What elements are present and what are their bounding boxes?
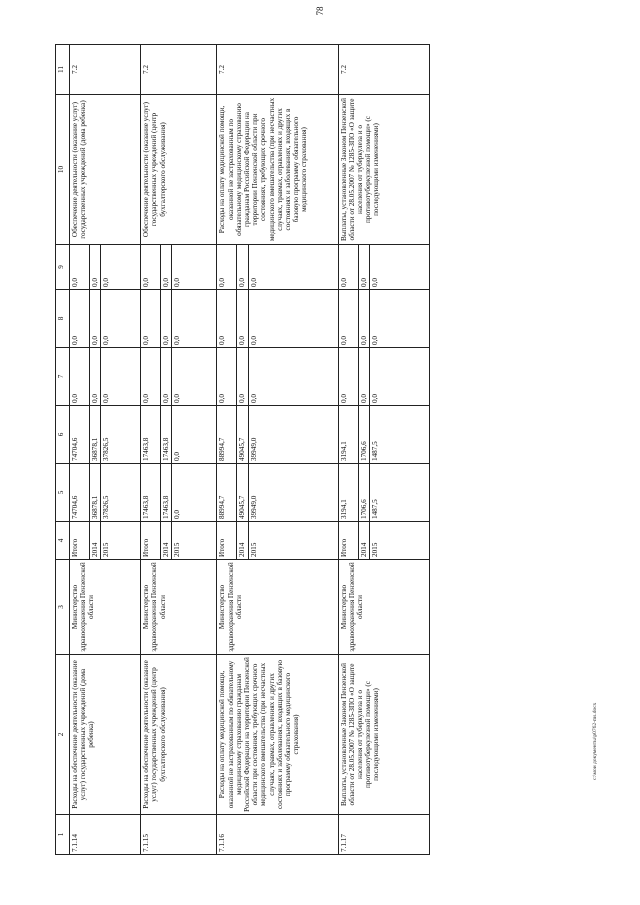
value-cell: 0,0 [101, 290, 141, 348]
value-cell: 36878,1 [90, 406, 101, 464]
value-cell: 0,0 [217, 290, 237, 348]
value-cell: 0,0 [101, 348, 141, 406]
row-id: 7.1.17 [338, 815, 429, 855]
value-cell: 0,0 [237, 348, 248, 406]
activity-description: Обеспечение деятельности (оказание услуг) государственных учреждений (дома ребенка) [70, 95, 141, 245]
value-cell: 1706,6 [358, 406, 369, 464]
row-id: 7.1.14 [70, 815, 141, 855]
value-cell: 0,0 [338, 245, 358, 290]
value-cell: 1487,5 [369, 406, 429, 464]
value-cell: 88994,7 [217, 464, 237, 522]
value-cell: 0,0 [101, 245, 141, 290]
value-cell: 0,0 [161, 245, 172, 290]
value-cell: 17463,8 [161, 464, 172, 522]
column-number: 11 [56, 45, 70, 95]
year-cell: 2014 [358, 522, 369, 560]
activity-description: Выплаты, установленные Законом Пензенской области от 28.05.2007 № 1285-ЗПО «О защите населения от туберкулеза и о противотуберкулезной помощи» (с последующими изменениями) [338, 95, 429, 245]
year-cell: Итого [70, 522, 90, 560]
measure-name: Выплаты, установленные Законом Пензенской области от 28.05.2007 № 1285-ЗПО «О защите населения от туберкулеза и о противотуберкулезной помощи» (с последующими изменениями) [338, 655, 429, 815]
indicator-code: 7.2 [217, 45, 338, 95]
year-cell: 2014 [237, 522, 248, 560]
value-cell: 0,0 [141, 245, 161, 290]
year-cell: 2015 [369, 522, 429, 560]
year-cell: 2015 [101, 522, 141, 560]
value-cell: 0,0 [369, 245, 429, 290]
page-number: 78 [315, 6, 325, 16]
year-cell: Итого [141, 522, 161, 560]
table-row [338, 45, 358, 855]
value-cell: 0,0 [338, 348, 358, 406]
value-cell: 0,0 [217, 348, 237, 406]
value-cell: 0,0 [70, 348, 90, 406]
value-cell: 0,0 [369, 348, 429, 406]
value-cell: 0,0 [248, 290, 338, 348]
value-cell: 0,0 [172, 464, 217, 522]
value-cell: 0,0 [358, 348, 369, 406]
value-cell: 3194,1 [338, 406, 358, 464]
column-number: 1 [56, 815, 70, 855]
indicator-code: 7.2 [70, 45, 141, 95]
value-cell: 74704,6 [70, 464, 90, 522]
table-row [70, 45, 90, 855]
table-row [141, 45, 161, 855]
value-cell: 17463,8 [141, 406, 161, 464]
value-cell: 36878,1 [90, 464, 101, 522]
value-cell: 0,0 [172, 290, 217, 348]
column-number: 7 [56, 348, 70, 406]
value-cell: 0,0 [90, 290, 101, 348]
footer-file-path: c:\мои документы\p0762-ms.docx [592, 702, 598, 780]
value-cell: 0,0 [90, 245, 101, 290]
value-cell: 0,0 [70, 245, 90, 290]
value-cell: 74704,6 [70, 406, 90, 464]
rotated-table-container [55, 45, 615, 855]
value-cell: 0,0 [358, 245, 369, 290]
measure-name: Расходы на обеспечение деятельности (оказание услуг) государственных учреждений (центр бухгалтерского обслуживания) [141, 655, 217, 815]
indicator-code: 7.2 [141, 45, 217, 95]
value-cell: 0,0 [90, 348, 101, 406]
executor: Министерство здравоохранения Пензенской области [217, 560, 338, 655]
value-cell: 88994,7 [217, 406, 237, 464]
column-number: 3 [56, 560, 70, 655]
value-cell: 0,0 [161, 348, 172, 406]
program-table [55, 44, 430, 855]
value-cell: 0,0 [358, 290, 369, 348]
value-cell: 0,0 [141, 348, 161, 406]
executor: Министерство здравоохранения Пензенской области [338, 560, 429, 655]
indicator-code: 7.2 [338, 45, 429, 95]
value-cell: 39949,0 [248, 464, 338, 522]
column-number: 4 [56, 522, 70, 560]
year-cell: Итого [338, 522, 358, 560]
year-cell: 2014 [161, 522, 172, 560]
activity-description: Обеспечение деятельности (оказание услуг) государственных учреждений (центр бухгалтерского обслуживания) [141, 95, 217, 245]
value-cell: 37826,5 [101, 464, 141, 522]
value-cell: 17463,8 [141, 464, 161, 522]
value-cell: 0,0 [369, 290, 429, 348]
value-cell: 17463,8 [161, 406, 172, 464]
value-cell: 49045,7 [237, 406, 248, 464]
column-number: 9 [56, 245, 70, 290]
row-id: 7.1.15 [141, 815, 217, 855]
value-cell: 37826,5 [101, 406, 141, 464]
value-cell: 49045,7 [237, 464, 248, 522]
value-cell: 0,0 [248, 348, 338, 406]
column-number-row [56, 45, 70, 855]
value-cell: 0,0 [172, 245, 217, 290]
year-cell: 2014 [90, 522, 101, 560]
value-cell: 1706,6 [358, 464, 369, 522]
value-cell: 0,0 [172, 348, 217, 406]
value-cell: 0,0 [237, 245, 248, 290]
value-cell: 0,0 [248, 245, 338, 290]
value-cell: 0,0 [237, 290, 248, 348]
year-cell: Итого [217, 522, 237, 560]
measure-name: Расходы на обеспечение деятельности (оказание услуг) государственных учреждений (дома ребенка) [70, 655, 141, 815]
value-cell: 0,0 [338, 290, 358, 348]
column-number: 8 [56, 290, 70, 348]
value-cell: 0,0 [172, 406, 217, 464]
year-cell: 2015 [248, 522, 338, 560]
activity-description: Расходы на оплату медицинской помощи, оказанной не застрахованным по обязательному медицинскому страхованию гражданам Российской Федерации на территории Пензенской области при состояниях, требующих срочного медицинского вмешательства (при несчастных случаях, травмах, отравлениях и других состояниях и заболеваниях, входящих в базовую программу обязательного медицинского страхования) [217, 95, 338, 245]
column-number: 5 [56, 464, 70, 522]
executor: Министерство здравоохранения Пензенской области [141, 560, 217, 655]
value-cell: 0,0 [161, 290, 172, 348]
value-cell: 0,0 [70, 290, 90, 348]
column-number: 2 [56, 655, 70, 815]
measure-name: Расходы на оплату медицинской помощи, оказанной не застрахованным по обязательному медицинскому страхованию гражданам Российской Федерации на территории Пензенской области при состояниях, требующих срочного медицинского вмешательства (при несчастных случаях, травмах, отравлениях и других состояниях и заболеваниях, входящих в базовую программу обязательного медицинского страхования) [217, 655, 338, 815]
value-cell: 1487,5 [369, 464, 429, 522]
table-row [217, 45, 237, 855]
year-cell: 2015 [172, 522, 217, 560]
value-cell: 39949,0 [248, 406, 338, 464]
row-id: 7.1.16 [217, 815, 338, 855]
column-number: 6 [56, 406, 70, 464]
executor: Министерство здравоохранения Пензенской области [70, 560, 141, 655]
value-cell: 3194,1 [338, 464, 358, 522]
value-cell: 0,0 [217, 245, 237, 290]
value-cell: 0,0 [141, 290, 161, 348]
column-number: 10 [56, 95, 70, 245]
